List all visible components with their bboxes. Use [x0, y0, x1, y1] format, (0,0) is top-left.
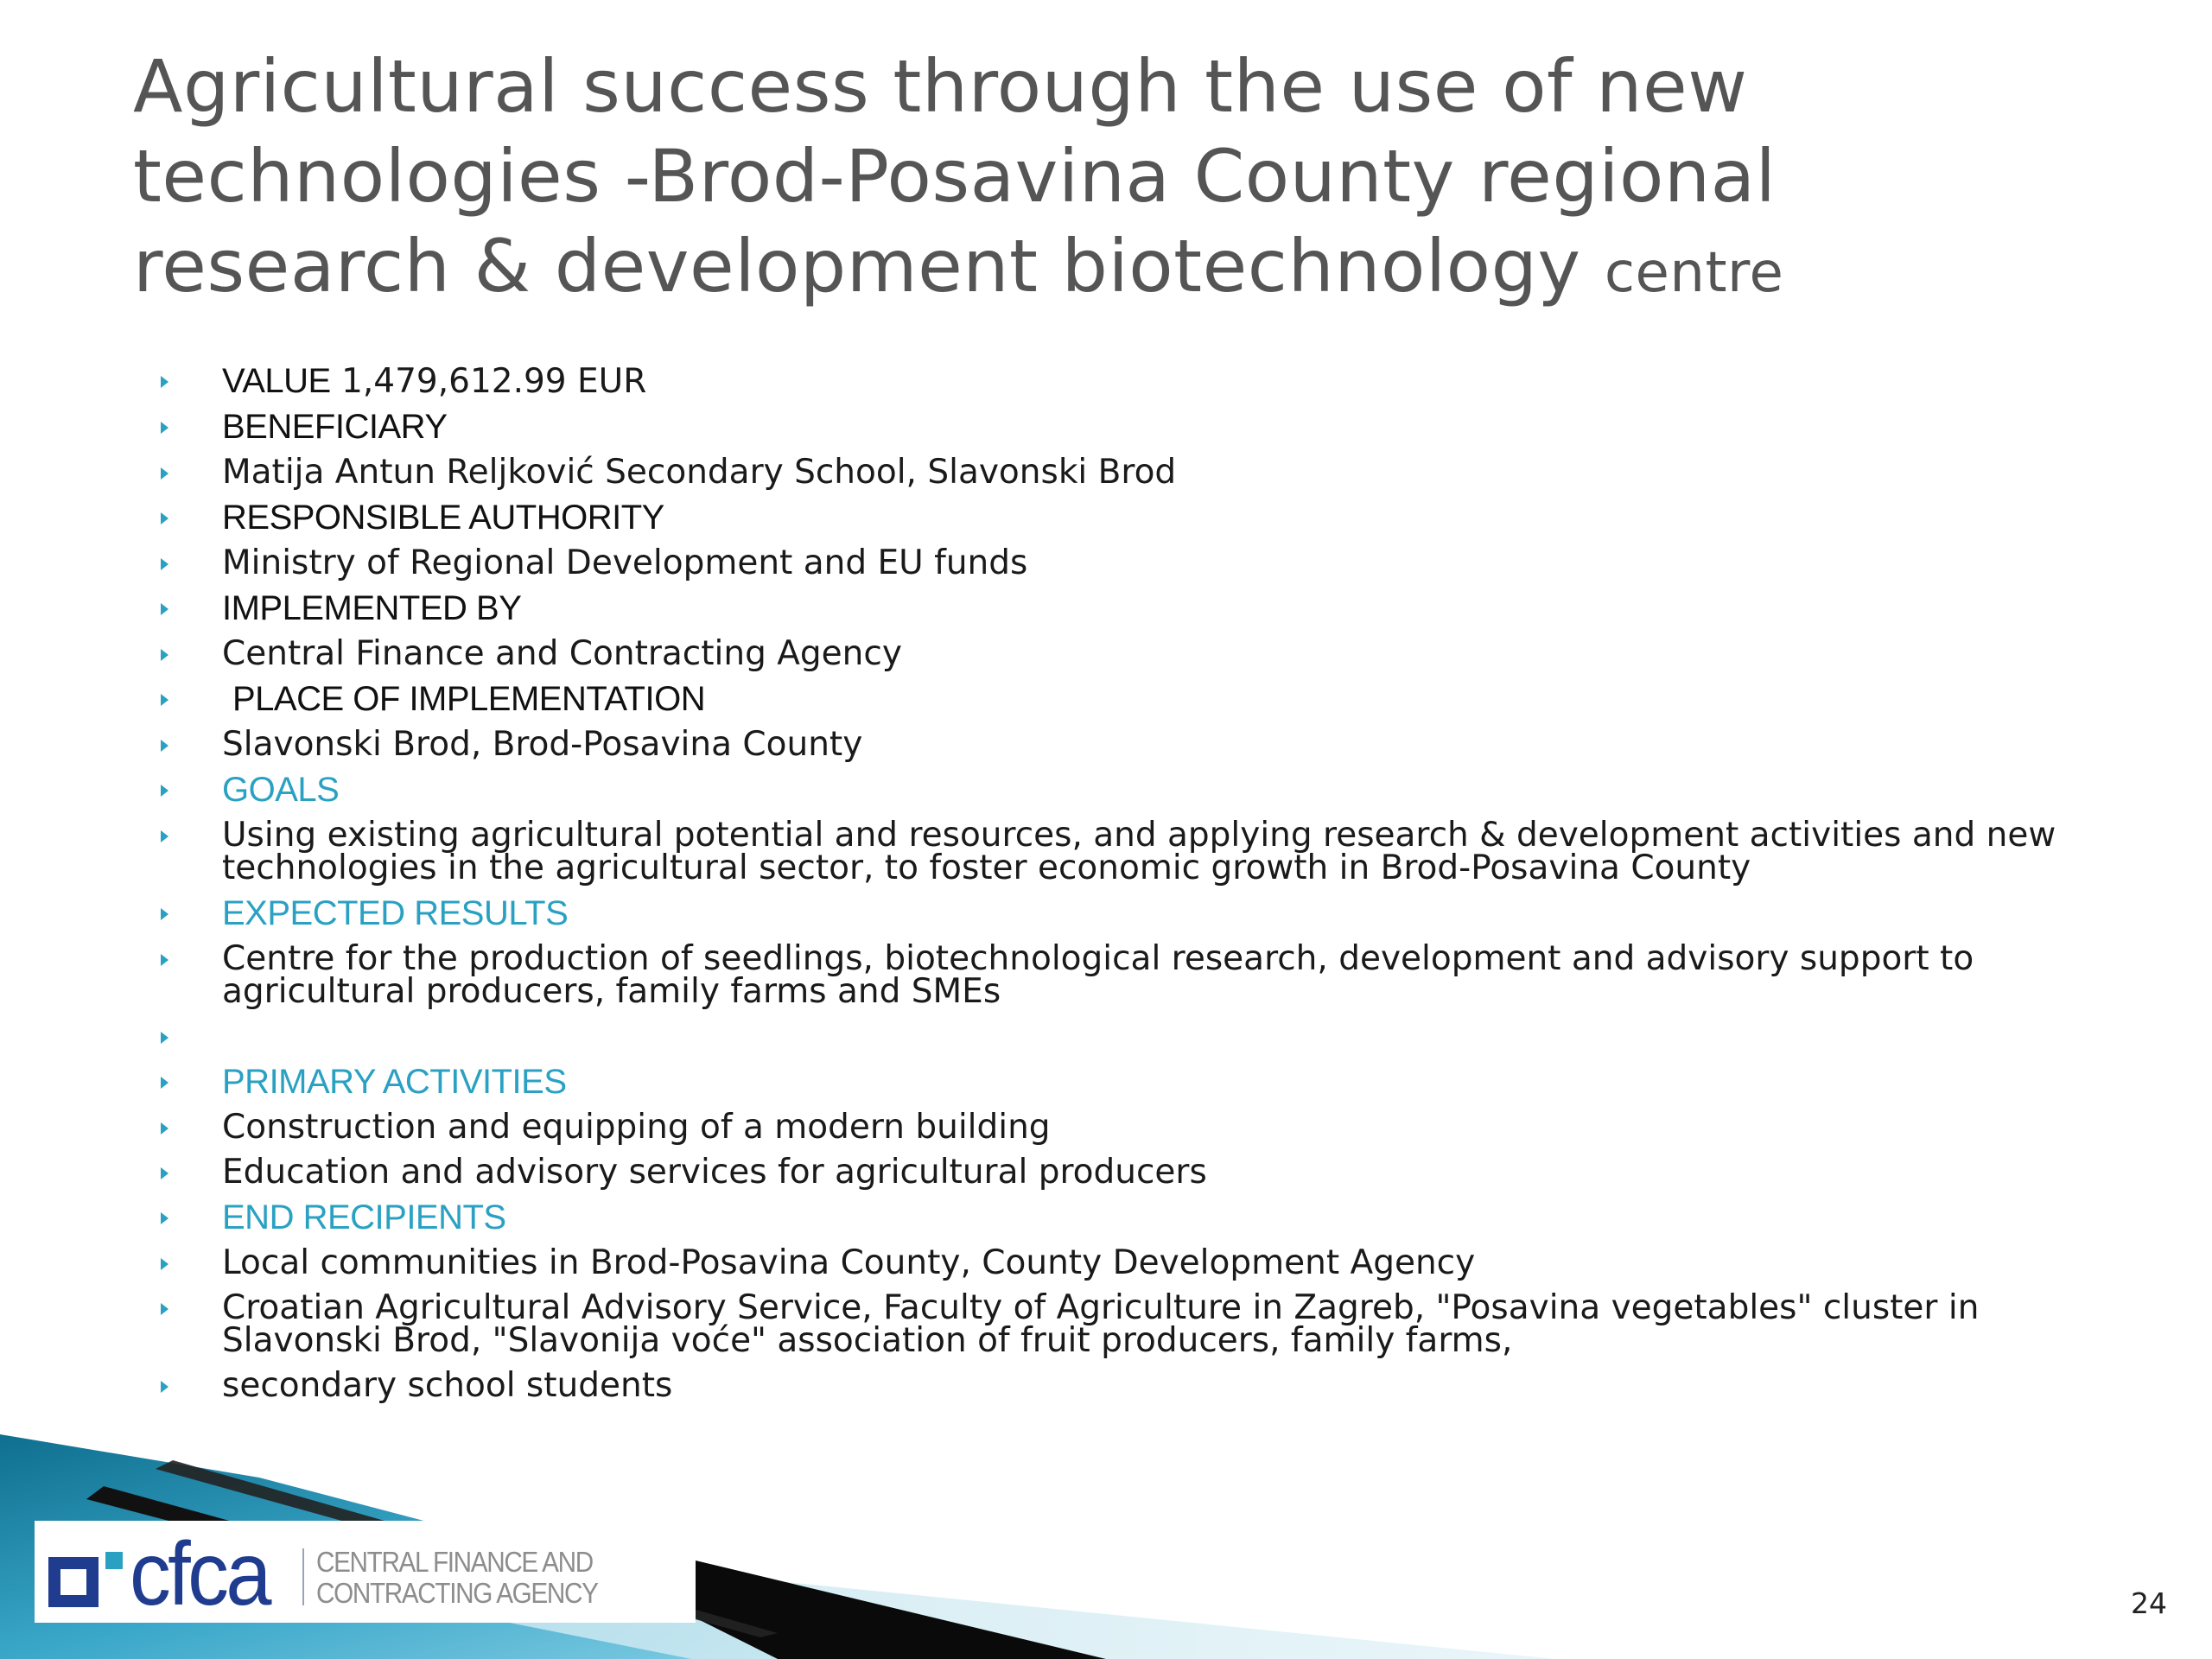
bullet-item	[156, 450, 2143, 495]
bullet-label: RESPONSIBLE AUTHORITY	[222, 499, 664, 537]
bullet-arrow-icon	[159, 1105, 173, 1150]
bullet-item	[156, 813, 2143, 891]
bullet-label: VALUE	[222, 362, 331, 400]
bullet-content	[222, 359, 2143, 404]
bullet-item	[156, 1241, 2143, 1286]
bullet-content	[222, 1241, 2143, 1286]
bullet-content	[222, 1105, 2143, 1150]
bullet-arrow-icon	[159, 1014, 173, 1059]
bullet-arrow-icon	[159, 541, 173, 586]
cfca-wordmark: cfca	[130, 1524, 269, 1624]
bullet-item	[156, 586, 2143, 632]
bullet-item	[156, 767, 2143, 813]
bullet-label: IMPLEMENTED BY	[222, 589, 522, 627]
bullet-item	[156, 404, 2143, 450]
bullet-arrow-icon	[159, 632, 173, 677]
bullet-content	[222, 1059, 2143, 1105]
slide-title	[133, 41, 2077, 318]
bullet-text: secondary school students	[222, 1366, 673, 1405]
bullet-label: END RECIPIENTS	[222, 1198, 506, 1236]
bullet-content	[222, 677, 2143, 722]
bullet-text: Ministry of Regional Development and EU funds	[222, 543, 1028, 582]
bullet-item	[156, 1195, 2143, 1241]
bullet-content	[222, 404, 2143, 450]
bullet-content	[222, 767, 2143, 813]
bullet-content	[222, 450, 2143, 495]
bullet-arrow-icon	[159, 1195, 173, 1240]
logo-divider	[302, 1548, 304, 1605]
bullet-arrow-icon	[159, 813, 173, 858]
bullet-arrow-icon	[159, 677, 173, 721]
bullet-label: PRIMARY ACTIVITIES	[222, 1063, 567, 1101]
bullet-text: Slavonski Brod, Brod-Posavina County	[222, 725, 863, 764]
bullet-arrow-icon	[159, 1286, 173, 1331]
bullet-arrow-icon	[159, 1241, 173, 1286]
bullet-text: 1,479,612.99 EUR	[330, 362, 647, 401]
bullet-content	[222, 495, 2143, 541]
bullet-item	[156, 495, 2143, 541]
agency-name-line1: CENTRAL FINANCE AND	[316, 1546, 593, 1578]
bullet-text: Central Finance and Contracting Agency	[222, 634, 902, 673]
bullet-text: Education and advisory services for agricultural producers	[222, 1153, 1207, 1192]
slide-title-main: Agricultural success through the use of new technologies -Brod-Posavina County regional research & development biotechnology	[133, 44, 1777, 308]
bullet-item	[156, 632, 2143, 677]
bullet-arrow-icon	[159, 1150, 173, 1195]
bullet-item	[156, 891, 2143, 937]
bullet-item	[156, 541, 2143, 586]
bullet-arrow-icon	[159, 586, 173, 631]
bullet-item	[156, 1105, 2143, 1150]
bullet-content	[222, 541, 2143, 586]
bullet-item	[156, 722, 2143, 767]
bullet-content	[222, 1195, 2143, 1241]
bullet-content	[222, 891, 2143, 937]
bullet-text: Centre for the production of seedlings, biotechnological research, development and advisory support to agricultural producers, family farms and SMEs	[222, 939, 1974, 1011]
bullet-text: Local communities in Brod-Posavina County, County Development Agency	[222, 1243, 1476, 1282]
bullet-arrow-icon	[159, 495, 173, 540]
bullet-content	[222, 813, 2143, 891]
bullet-arrow-icon	[159, 767, 173, 812]
bullet-content	[222, 632, 2143, 677]
agency-name-line2: CONTRACTING AGENCY	[316, 1577, 598, 1609]
bullet-arrow-icon	[159, 1059, 173, 1104]
page-number: 24	[2131, 1586, 2167, 1620]
bullet-arrow-icon	[159, 722, 173, 767]
slide-title-tail: centre	[1604, 241, 1784, 305]
bullet-item	[156, 1059, 2143, 1105]
bullet-content	[222, 1150, 2143, 1195]
bullet-arrow-icon	[159, 404, 173, 449]
cfca-logo	[35, 1521, 696, 1623]
bullet-label: EXPECTED RESULTS	[222, 894, 569, 932]
bullet-item	[156, 359, 2143, 404]
bullet-arrow-icon	[159, 450, 173, 495]
bullet-content	[222, 722, 2143, 767]
bullet-text: Matija Antun Reljković Secondary School, Slavonski Brod	[222, 453, 1177, 492]
bullet-arrow-icon	[159, 937, 173, 982]
bullet-arrow-icon	[159, 891, 173, 936]
bullet-content	[222, 586, 2143, 632]
bullet-item	[156, 677, 2143, 722]
bullet-item	[156, 1150, 2143, 1195]
bullet-item	[156, 1014, 2143, 1059]
bullet-text: Construction and equipping of a modern building	[222, 1108, 1051, 1147]
bullet-label: PLACE OF IMPLEMENTATION	[232, 680, 706, 718]
bullet-label: BENEFICIARY	[222, 408, 448, 446]
bullet-item	[156, 937, 2143, 1014]
bullet-content	[222, 1014, 2143, 1059]
bullet-text: Using existing agricultural potential and resources, and applying research & development activities and new technologies in the agricultural sector, to foster economic growth in Brod-Posavina County	[222, 816, 2056, 887]
bullet-arrow-icon	[159, 359, 173, 404]
bullet-content	[222, 937, 2143, 1014]
cfca-logo-mark-icon	[48, 1552, 128, 1607]
agency-name	[316, 1547, 598, 1609]
bullet-list	[156, 359, 2143, 1408]
bullet-label: GOALS	[222, 771, 340, 809]
bullet-text: Croatian Agricultural Advisory Service, Faculty of Agriculture in Zagreb, "Posavina vegetables" cluster in Slavonski Brod, "Slavonija voće" association of fruit producers, family farms,	[222, 1288, 1980, 1360]
